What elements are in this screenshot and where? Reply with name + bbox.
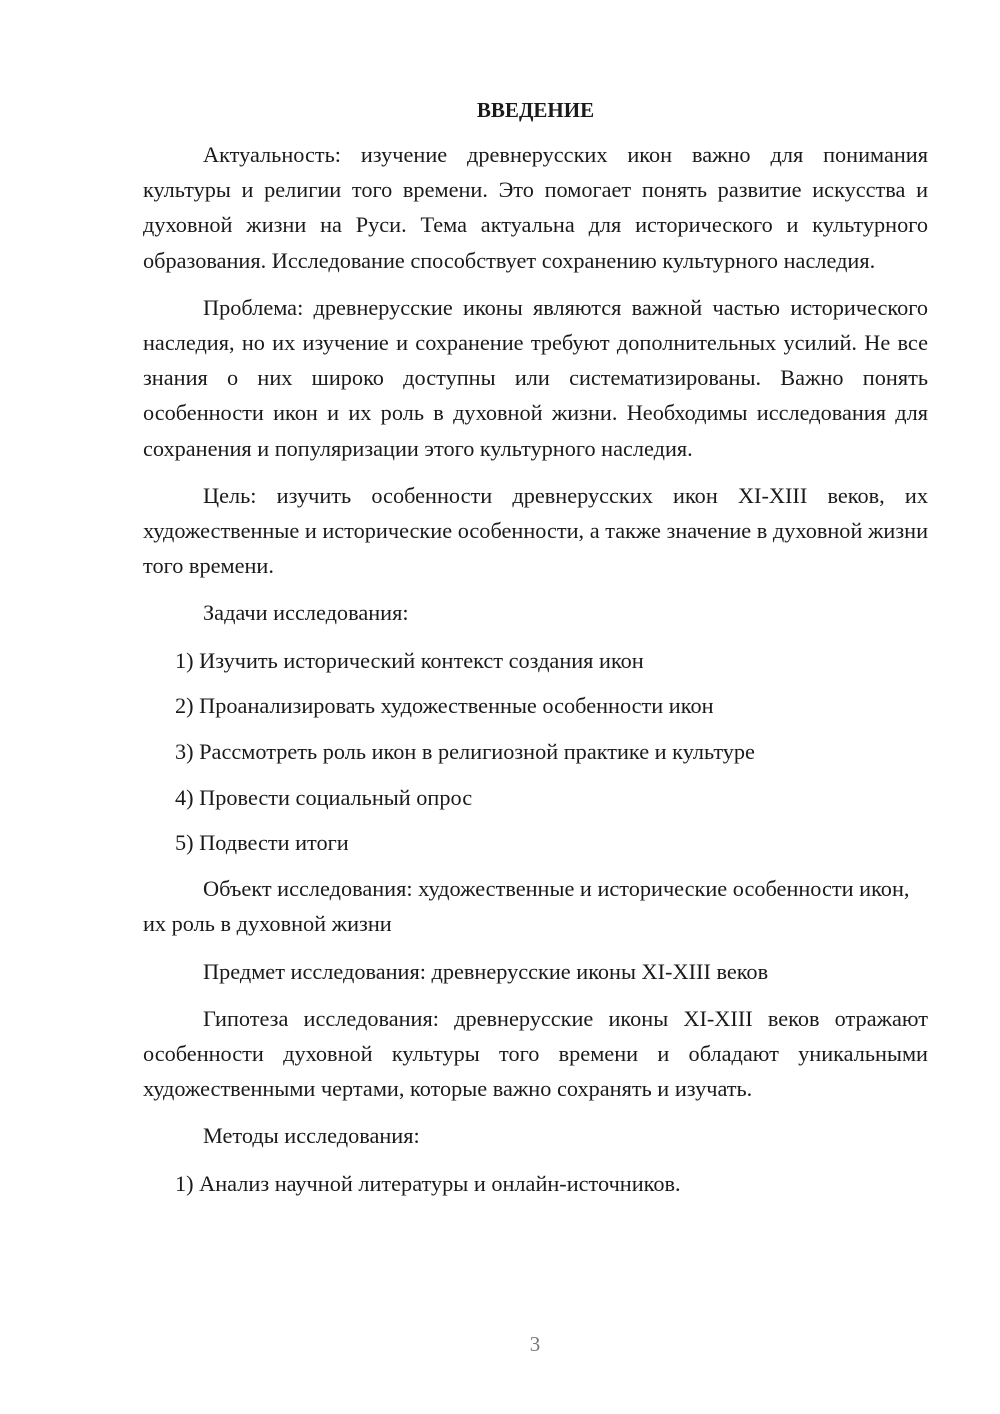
goal-paragraph: Цель: изучить особенности древнерусских икон XI-XIII веков, их художественные и исторические особенности, а также значение в духовной жизни того времени.	[143, 482, 928, 579]
method-item: 1) Анализ научной литературы и онлайн-источников.	[175, 1170, 681, 1196]
relevance-paragraph: Актуальность: изучение древнерусских икон важно для понимания культуры и религии того времени. Это помогает понять развитие искусства и духовной жизни на Руси. Тема актуальна для исторического и культурного образования. Исследование способствует сохранению культурного наследия.	[143, 142, 928, 273]
object-paragraph: Объект исследования: художественные и исторические особенности икон, их роль в духовной жизни	[143, 876, 910, 937]
methods-heading: Методы исследования:	[203, 1123, 420, 1149]
task-item: 3) Рассмотреть роль икон в религиозной практике и культуре	[175, 739, 755, 765]
page-title: ВВЕДЕНИЕ	[476, 98, 595, 122]
tasks-heading: Задачи исследования:	[203, 600, 409, 626]
subject-paragraph: Предмет исследования: древнерусские иконы XI-XIII веков	[203, 958, 769, 984]
task-item: 1) Изучить исторический контекст создания икон	[175, 647, 644, 673]
problem-paragraph: Проблема: древнерусские иконы являются важной частью исторического наследия, но их изучение и сохранение требуют дополнительных усилий. Не все знания о них широко доступны или систематизированы. Важно понять особенности икон и их роль в духовной жизни. Необходимы исследования для сохранения и популяризации этого культурного наследия.	[143, 294, 928, 461]
page-number: 3	[529, 1332, 541, 1356]
task-item: 2) Проанализировать художественные особенности икон	[175, 693, 714, 719]
task-item: 5) Подвести итоги	[175, 830, 349, 856]
task-item: 4) Провести социальный опрос	[175, 784, 473, 810]
document-page	[143, 94, 928, 1211]
hypothesis-paragraph: Гипотеза исследования: древнерусские иконы XI-XIII веков отражают особенности духовной культуры того времени и обладают уникальными художественными чертами, которые важно сохранять и изучать.	[143, 1005, 928, 1102]
